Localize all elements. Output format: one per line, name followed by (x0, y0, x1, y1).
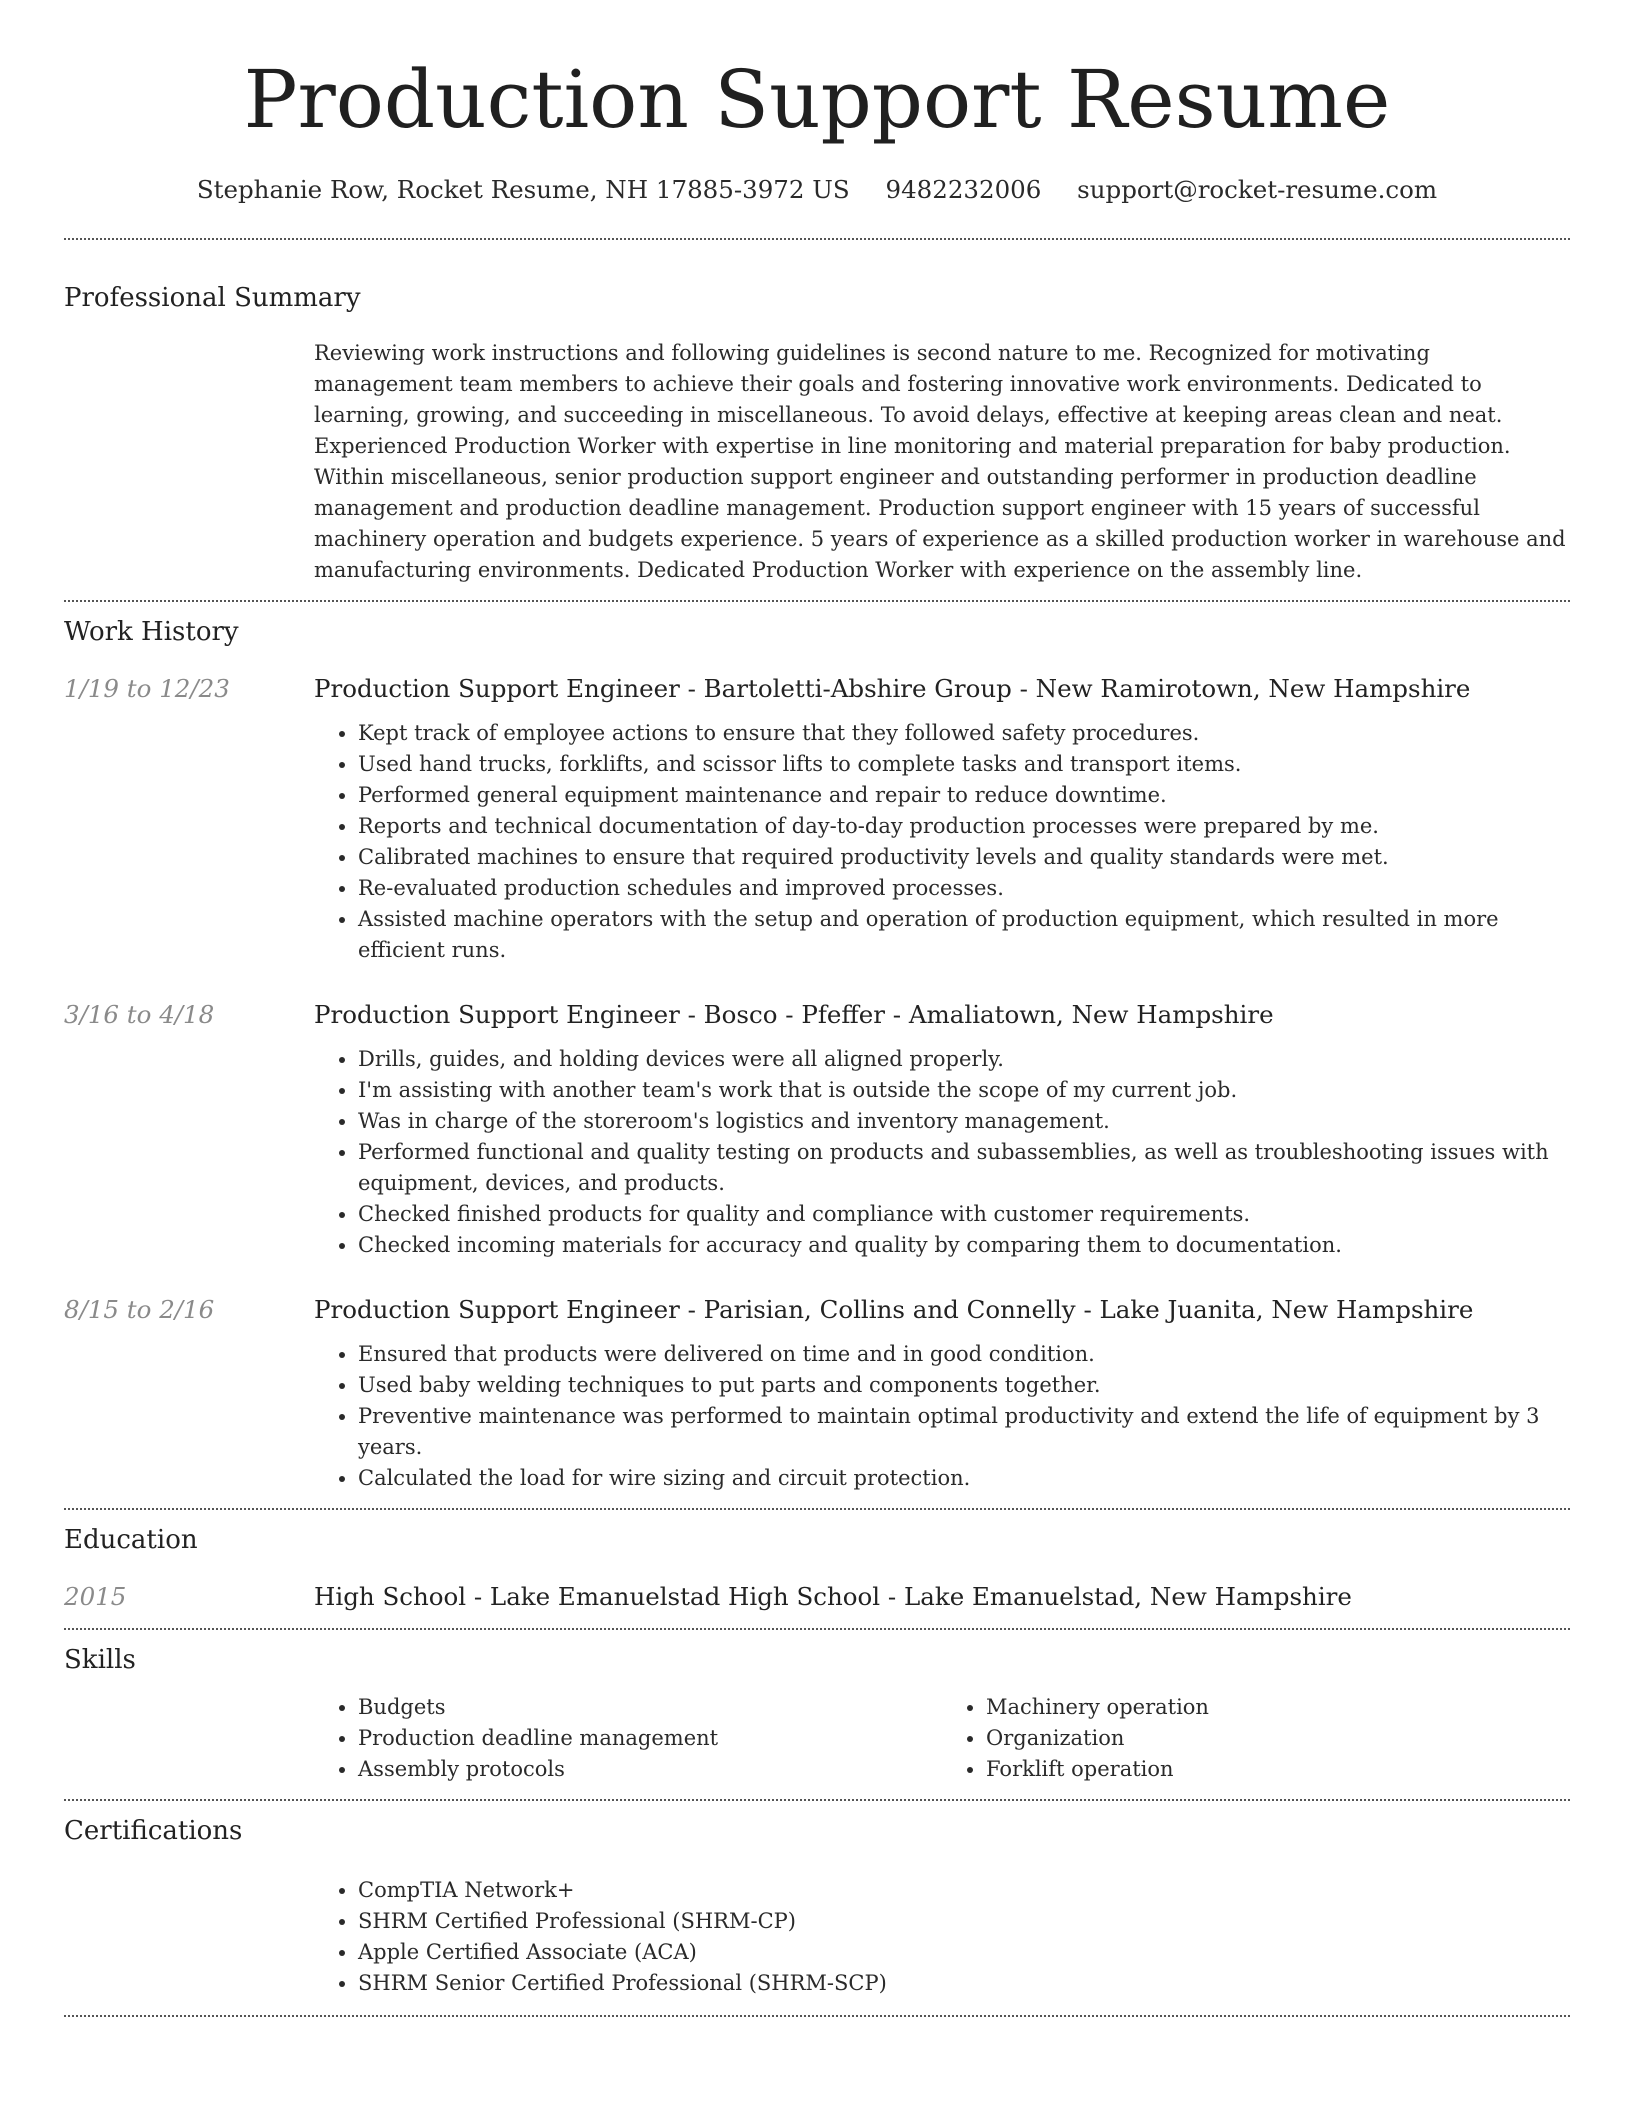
list-item: • Assisted machine operators with the setup and operation of production equipment, which resulted in more efficient runs. (358, 904, 1570, 966)
education-section (64, 1522, 1570, 1614)
list-item: • Assembly protocols (358, 1754, 942, 1785)
list-item: • Performed general equipment maintenance and repair to reduce downtime. (358, 780, 1570, 811)
contact-phone: 9482232006 (885, 175, 1042, 204)
list-item: • CompTIA Network+ (358, 1875, 1570, 1906)
list-item: • Used hand trucks, forklifts, and scissor lifts to complete tasks and transport items. (358, 749, 1570, 780)
skills-list-right (942, 1692, 1570, 1785)
job-entry (64, 1293, 1570, 1494)
resume-title: Production Support Resume (243, 53, 1391, 146)
job-entry (64, 998, 1570, 1261)
job-bullets (314, 1044, 1570, 1261)
certifications-heading: Certifications (64, 1816, 243, 1846)
list-item: • Forklift operation (986, 1754, 1570, 1785)
list-item: • Was in charge of the storeroom's logistics and inventory management. (358, 1106, 1570, 1137)
job-entry (64, 672, 1570, 966)
list-item: • Checked finished products for quality and compliance with customer requirements. (358, 1199, 1570, 1230)
list-item: • Kept track of employee actions to ensure that they followed safety procedures. (358, 718, 1570, 749)
section-divider (64, 1628, 1570, 1630)
section-divider (64, 238, 1570, 240)
list-item: • Ensured that products were delivered on time and in good condition. (358, 1339, 1570, 1370)
list-item: • Calculated the load for wire sizing and circuit protection. (358, 1463, 1570, 1494)
list-item: • Machinery operation (986, 1692, 1570, 1723)
list-item: • Performed functional and quality testing on products and subassemblies, as well as troubleshooting issues with equipment, devices, and products. (358, 1137, 1570, 1199)
job-title: Production Support Engineer - Bosco - Pfeffer - Amaliatown, New Hampshire (314, 1000, 1274, 1029)
list-item: • Drills, guides, and holding devices were all aligned properly. (358, 1044, 1570, 1075)
summary-text: Reviewing work instructions and following guidelines is second nature to me. Recognized for motivating management team members to achieve their goals and fostering innovative work environments. Dedicated to learning, growing, and succeeding in miscellaneous. To avoid delays, effective at keeping areas clean and neat. Experienced Production Worker with expertise in line monitoring and material preparation for baby production. Within miscellaneous, senior production support engineer and outstanding performer in production deadline management and production deadline management. Production support engineer with 15 years of successful machinery operation and budgets experience. 5 years of experience as a skilled production worker in warehouse and manufacturing environments. Dedicated Production Worker with experience on the assembly line. (314, 341, 1566, 582)
work-history-section (64, 614, 1570, 1494)
section-divider (64, 1508, 1570, 1510)
list-item: • I'm assisting with another team's work that is outside the scope of my current job. (358, 1075, 1570, 1106)
list-item: • SHRM Senior Certified Professional (SHRM-SCP) (358, 1968, 1570, 1999)
contact-email: support@rocket-resume.com (1077, 175, 1438, 204)
education-entry: High School - Lake Emanuelstad High School - Lake Emanuelstad, New Hampshire (314, 1582, 1352, 1611)
job-title: Production Support Engineer - Bartoletti-Abshire Group - New Ramirotown, New Hampshire (314, 674, 1471, 703)
education-year: 2015 (64, 1582, 127, 1611)
summary-heading: Professional Summary (64, 283, 361, 313)
list-item: • Re-evaluated production schedules and improved processes. (358, 873, 1570, 904)
list-item: • Calibrated machines to ensure that required productivity levels and quality standards were met. (358, 842, 1570, 873)
job-bullets (314, 718, 1570, 966)
list-item: • Preventive maintenance was performed to maintain optimal productivity and extend the life of equipment by 3 years. (358, 1401, 1570, 1463)
job-title: Production Support Engineer - Parisian, Collins and Connelly - Lake Juanita, New Hampshire (314, 1295, 1474, 1324)
work-history-heading: Work History (64, 617, 239, 647)
certifications-list (314, 1875, 1570, 1999)
list-item: • Checked incoming materials for accuracy and quality by comparing them to documentation. (358, 1230, 1570, 1261)
contact-line (64, 172, 1570, 208)
section-divider (64, 2015, 1570, 2017)
skills-heading: Skills (64, 1645, 136, 1675)
list-item: • Budgets (358, 1692, 942, 1723)
certifications-section (64, 1813, 1570, 2015)
section-divider (64, 1799, 1570, 1801)
education-heading: Education (64, 1525, 198, 1555)
job-dates: 3/16 to 4/18 (64, 1000, 215, 1029)
skills-list-left (314, 1692, 942, 1785)
list-item: • SHRM Certified Professional (SHRM-CP) (358, 1906, 1570, 1937)
list-item: • Production deadline management (358, 1723, 942, 1754)
section-divider (64, 600, 1570, 602)
list-item: • Used baby welding techniques to put parts and components together. (358, 1370, 1570, 1401)
job-bullets (314, 1339, 1570, 1494)
list-item: • Apple Certified Associate (ACA) (358, 1937, 1570, 1968)
list-item: • Reports and technical documentation of day-to-day production processes were prepared by me. (358, 811, 1570, 842)
summary-section (64, 280, 1570, 600)
job-dates: 8/15 to 2/16 (64, 1295, 215, 1324)
job-dates: 1/19 to 12/23 (64, 674, 230, 703)
skills-section (64, 1642, 1570, 1799)
contact-address: Stephanie Row, Rocket Resume, NH 17885-3972 US (196, 175, 850, 204)
list-item: • Organization (986, 1723, 1570, 1754)
